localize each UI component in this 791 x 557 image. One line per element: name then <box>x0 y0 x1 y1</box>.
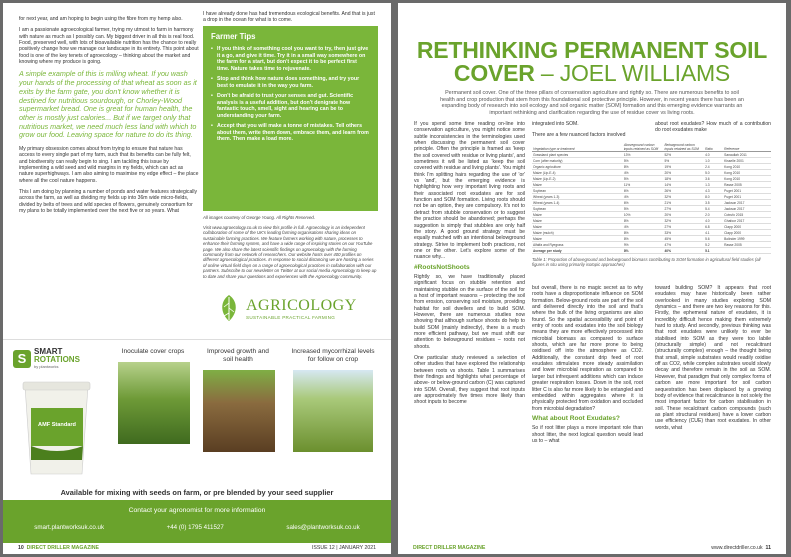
table-cell: 6% <box>623 188 664 194</box>
left-intro-para: for next year, and am hoping to begin using the fibre from my hemp also. <box>19 16 183 22</box>
table-cell: Rasse 2005 <box>723 182 771 188</box>
feature-inoculate <box>118 348 188 444</box>
table-cell: 5.0 <box>704 170 723 176</box>
table-cell: Grassland plant species <box>532 152 623 158</box>
table-cell: Wheat (years 1-3) <box>532 194 623 200</box>
farmer-tip: • If you think of something cool you want to try, then just give it a go, and give it time. Try it in a small way somewhere on the farm for a start, but don't expect it to be perfect first time. Nature takes time to rejuvenate. <box>211 46 370 72</box>
table-cell: 5% <box>623 158 664 164</box>
table-cell: 32% <box>663 194 704 200</box>
table-cell: 27% <box>663 206 704 212</box>
table-cell: 8% <box>623 248 664 254</box>
roots-vs-shoots-table <box>532 142 771 268</box>
right-page <box>398 3 786 554</box>
table-cell: Alfalfa and Ryegrass <box>532 242 623 248</box>
table-cell: Maize <box>532 236 623 242</box>
table-cell: 20% <box>663 170 704 176</box>
left-closing-para: My primary obsession comes about from trying to ensure that nature has access to every single part of my farm, such that its benefits can be fully felt, and biodiversity can really begin to sing. I am tackling this issue by implementing a wild seed and wild margins in my fields, which can act as nature superhighways. I am also aiming to maximise my edge effect – the place where all the cool nature happens. <box>19 146 199 184</box>
table-cell: Soybean <box>532 188 623 194</box>
column-3-top <box>655 121 771 134</box>
ad-phone[interactable]: +44 (0) 1795 411527 <box>166 524 224 531</box>
agricology-bio: Visit www.agroecology.co.uk to view this profile in full. Agroecology is an independent collaboration of some of the UK's leading farming organisations sharing ideas on sustainable farming practices. We feature farmers working with nature, processes to enhance their farming system, and have a wide range of inspiring stories on our YouTube page. We also share the latest scientific findings on agroecology with the farming community from our network of researchers. Our website hosts over 400 profiles on different agroecological practices. In response to social distancing we are hosting a series of online virtual field days on a range of agroecological practices in collaboration with our partners. Subscribe to our newsletter on Twitter at our social media Agroecology to keep up to date and share your questions and experiences with the Agroecology community. <box>203 225 377 279</box>
table-cell: 11% <box>623 182 664 188</box>
data-table <box>532 142 771 254</box>
table-caption: Table 1: Proportion of aboveground and belowground biomass contributing to SOM formation in agricultural field studies (all figures in situ using primarily isotopic approaches) <box>532 257 761 268</box>
farmer-tip: • Accept that you will make a tonne of mistakes. Tell others about them, write them down, embrace them, and learn from them. Then make a load more. <box>211 123 370 143</box>
table-cell: 3.6 <box>704 176 723 182</box>
column-2-para: but overall, there is no magic secret as to why roots have a disproportionate influence on SOM formation. Below-ground roots are part of the soil and delivered directly into the soil and that's where the bulk of the living organisms are also found. So the spatial accessibility and point of entry of roots and exudates into the soil biology means they are more effectively processed into microbial biomass as compared to surface shoots, which are far more prone to being oxidised off into the atmosphere as CO2. Additionally, the constant drip feed of root exudates stimulates more steady assimilation and lower microbial respiration as compared to larger but infrequent additions which can induce greater respiration losses. Down in the soil, root litter C is also far more likely to be entangled and embedded within aggregates where it is physically protected from oxidation and occluded from microbial degradation? <box>532 285 643 412</box>
agricology-wordmark: AGRICOLOGY <box>246 296 357 314</box>
table-cell: 32% <box>663 218 704 224</box>
table-cell: 45% <box>663 236 704 242</box>
table-header: Vegetation type or treatment <box>532 142 623 152</box>
table-cell: Jackson 2017 <box>723 200 771 206</box>
column-2-para: So if root litter plays a more important role than shoot litter, the next logical question would lead us to – what <box>532 425 643 444</box>
article-title <box>410 39 774 85</box>
ad-brand <box>13 348 80 369</box>
column-1-para: Rightly so, we have traditionally placed significant focus on stubble retention and maintaining stubble on the surface of the soil for a host of important reasons – protecting the soil from erosion, conserving soil moisture, providing habitat for soil dwellers and to build SOM. However, there are numerous studies now showing that although surface shoots do help to build SOM (mainly indirectly), there is a much more efficient pathway, but we must shift our attention to belowground residues – roots not shoots. <box>414 273 525 350</box>
image-credit: All images courtesy of George Young. All Rights Reserved. <box>203 215 316 220</box>
feature-label: Increased mycorrhizal levels for follow on crop <box>291 348 375 363</box>
table-cell: 6% <box>623 200 664 206</box>
table-cell: 9% <box>623 242 664 248</box>
table-cell: 5.6 <box>704 236 723 242</box>
smart-rotations-advert <box>3 339 391 542</box>
table-cell: 40% <box>663 248 704 254</box>
table-cell: 5% <box>623 206 664 212</box>
table-cell: Clapp 2000 <box>723 230 771 236</box>
article-title-text: RETHINKING PERMANENT SOIL COVER <box>416 37 768 86</box>
table-cell: Maize (Lip-E-2) <box>532 176 623 182</box>
table-cell: 8% <box>623 164 664 170</box>
table-cell: Soybean <box>532 206 623 212</box>
table-cell: Maize (mulch) <box>532 230 623 236</box>
farmer-tips-list <box>211 46 370 143</box>
column-2-para: integrated into SOM. <box>532 121 579 127</box>
right-page-number: 11 <box>765 545 771 551</box>
column-1-para: If you spend some time reading on-line into conservation agriculture, you might notice some subtle inconsistencies in the terminologies used when discussing the permanent soil cover principle. Often the principle is framed as 'keep the soil covered with residue or living plants', and sometimes it will be listed as 'keep the soil covered with residue and living plants'. You might think I'm splitting hairs regarding the use of 'or' vs 'and', but the emerging evidence is highlighting how very important living roots and their associated root exudates are for soil function and SOM formation. Living roots should not be an option, they are compulsory. It's not to detract from stubble conservation or to suggest the practice should be abandoned; perhaps the suggestion is simply that stubbles are only half the story. A good ground strategy must be equally matched with an intentional belowground strategy. Strive to implement both practices, not one or the other. Let's explore some of the nuance why... <box>414 121 525 261</box>
ad-email-link[interactable]: sales@plantworksuk.co.uk <box>286 524 360 531</box>
ad-website-link[interactable]: smart.plantworksuk.co.uk <box>34 524 105 531</box>
table-cell: 47% <box>663 242 704 248</box>
brand-s-icon: S <box>13 350 31 368</box>
table-header-row <box>532 142 771 152</box>
table-cell: 4.0 <box>704 218 723 224</box>
farmer-tip: • Don't be afraid to trust your senses and gut. Scientific analysis is a useful addition, but don't denigrate how fantastic touch, smell, sight and hearing can be to understanding your farm. <box>211 93 370 119</box>
table-cell: Maize <box>532 182 623 188</box>
left-page <box>3 3 391 554</box>
table-cell: Wheat (years 1-4) <box>532 200 623 206</box>
table-cell: 4.3 <box>704 188 723 194</box>
table-cell: Bolinder 1999 <box>723 236 771 242</box>
feature-label: Improved growth and soil health <box>207 348 269 363</box>
farmer-tips-box <box>203 26 378 211</box>
table-cell: 18% <box>663 176 704 182</box>
table-cell: Rasse 2005 <box>723 242 771 248</box>
table-cell: 5.4 <box>704 206 723 212</box>
table-cell: 8% <box>623 236 664 242</box>
table-cell: 4% <box>623 194 664 200</box>
table-cell: 52% <box>663 152 704 158</box>
column-3-para: toward building SOM? It appears that root exudates may have historically been rather overlooked in many studies exploring SOM dynamics – and there are two key reasons for this. Firstly, the ephemeral nature of exudates, it is incredibly difficult hence making them extremely hard to study. And secondly, previous thinking was that root exudates were unlikely to ever be stabilised into SOM as they were too labile (structurally simple) and not recalcitrant (structurally complex) enough – the thought being that small, simple substrates would readily oxidise off as CO2, while complex substrates would slowly decay and therefore remain in the soil as SOM. However, that paradigm that only complex forms of carbon are more important for soil carbon sequestration has been displaced by a growing body of evidence that recalcitrance is not solely the most important factor for carbon stabilisation in soil. These recalcitrant carbon compounds (such as plant structural residues) have a lower carbon use efficiency (CUE) than root exudates. In other words, what <box>655 285 771 431</box>
ad-contact-strip <box>3 500 391 543</box>
ad-contact-line: Contact your agronomist for more information <box>128 507 266 514</box>
table-cell: Cotrufo 2015 <box>723 212 771 218</box>
article-author: – JOEL WILLIAMS <box>540 60 731 86</box>
table-cell: Puget 2001 <box>723 194 771 200</box>
table-cell: Average per study <box>532 248 623 254</box>
agricology-tagline: SUSTAINABLE PRACTICAL FARMING <box>246 314 336 320</box>
table-cell: 2.0 <box>704 212 723 218</box>
table-cell: 19% <box>663 164 704 170</box>
right-footer <box>398 542 786 554</box>
pull-quote: A simple example of this is milling wheat. If you wash your hands of the processing of that wheat as soon as it exits by the farm gate, you don't know whether it is destined for nutritious sourdough, or Chorley-Wood supermarket bread. One is great for human health, the other is mostly just calories... But if we target only that nutritious market, we need much less land with which to grow our food. Leaving space for nature to do its thing. <box>19 69 197 140</box>
table-cell: 5.1 <box>704 248 723 254</box>
crop-field-photo <box>293 370 373 452</box>
column-2-para: There are a few nuanced factors involved <box>532 132 626 139</box>
table-cell: 4.1 <box>704 230 723 236</box>
column-3-para: about root exudates? How much of a contribution do root exudates make <box>655 121 771 134</box>
table-cell: Ghafoor 2017 <box>723 218 771 224</box>
left-footer <box>3 542 391 554</box>
table-header: Belowground carbon inputs retained as SOM <box>663 142 704 152</box>
table-cell: Kong 2010 <box>723 170 771 176</box>
right-website[interactable]: www.directdriller.co.uk <box>711 545 763 551</box>
table-cell: 4.0 <box>704 152 723 158</box>
ad-brand-line1: SMART <box>34 347 63 356</box>
table-cell: Sanaullah 2011 <box>723 152 771 158</box>
leaf-logo-icon <box>216 293 242 323</box>
table-cell: 8.0 <box>704 194 723 200</box>
ad-brand-sub: by plantworks <box>34 364 59 369</box>
left-magazine-name: DIRECT DRILLER MAGAZINE <box>26 545 100 551</box>
table-cell: Kong 2010 <box>723 176 771 182</box>
table-cell: 8% <box>623 218 664 224</box>
table-cell: 4% <box>623 170 664 176</box>
table-cell: 26% <box>663 188 704 194</box>
table-cell: 3.5 <box>704 200 723 206</box>
table-cell: Clapp 2000 <box>723 224 771 230</box>
table-cell: 6.8 <box>704 224 723 230</box>
table-cell: 10% <box>623 212 664 218</box>
table-cell: 4% <box>623 224 664 230</box>
column-1 <box>414 121 525 406</box>
feature-label: Inoculate cover crops <box>121 348 185 355</box>
table-cell: Kisselle 2001 <box>723 158 771 164</box>
table-cell <box>723 248 771 254</box>
table-cell: 21% <box>663 200 704 206</box>
table-cell: 2.4 <box>704 164 723 170</box>
table-cell: 8% <box>623 230 664 236</box>
product-label: AMF Standard <box>38 422 76 428</box>
column-1-para: One particular study reviewed a selection of other studies that have explored the relationship between roots vs shoots. Table 1 summarises their findings and highlights what percentage of above- or below-ground carbon (C) was captured into SOM. Overall, they suggest that root inputs are approximately five times more likely than shoot inputs to become <box>414 355 525 406</box>
table-cell: Organic agriculture <box>532 164 623 170</box>
article-standfirst: Permanent soil cover. One of the three pillars of conservation agriculture and rightly so. There are numerous benefits to soil health and crop production that stem from this foundational soil protective principle. However, in recent years there has been an expanding body of research into soil ecology and soil organic matter (SOM) formation and this emerging evidence warrants an important rethinking and clarification regarding the use of residue cover vs living roots. <box>440 90 744 116</box>
table-cell: Maize (Lip-E-4) <box>532 170 623 176</box>
table-cell: Puget 2001 <box>723 188 771 194</box>
top-right-text: I have already done has had tremendous ecological benefits. And that is just a drop in the ocean for what is to come. <box>203 11 375 24</box>
column-2-bottom <box>532 285 643 444</box>
farmer-tip: • Stop and think how nature does something, and try your best to emulate it in the way you farm. <box>211 76 370 89</box>
table-header: Reference <box>723 142 771 152</box>
table-cell: Maize <box>532 218 623 224</box>
column-3-bottom <box>655 285 771 431</box>
cover-crop-photo <box>118 362 190 444</box>
table-cell: 1.3 <box>704 182 723 188</box>
table-cell: 20% <box>663 212 704 218</box>
root-exudates-heading: What about Root Exudates? <box>532 414 620 422</box>
table-header: Ratio <box>704 142 723 152</box>
left-closing-para: This I am doing by planning a number of ponds and water features strategically across the farm, as well as dividing my fields up into 36m wide micro-fields, divided by belts of trees and wild species of flowers, genuinely consortium for my plans to be totally implemented over the next five or so years. What <box>19 189 198 215</box>
table-cell: 5% <box>663 158 704 164</box>
left-page-number: 10 <box>18 545 24 551</box>
hashtag-heading: #RootsNotShoots <box>414 263 470 271</box>
table-cell: 33% <box>663 230 704 236</box>
table-row <box>532 248 771 254</box>
left-issue: ISSUE 12 | JANUARY 2021 <box>311 545 376 551</box>
table-cell: Jackson 2017 <box>723 206 771 212</box>
farmer-tips-heading: Farmer Tips <box>211 32 256 41</box>
left-intro <box>19 16 199 219</box>
table-cell: 14% <box>663 182 704 188</box>
table-body <box>532 152 771 254</box>
roots-photo <box>203 370 275 452</box>
table-cell: Kong 2010 <box>723 164 771 170</box>
table-cell: Maize <box>532 224 623 230</box>
column-2-top <box>532 121 643 139</box>
table-cell: 5% <box>623 176 664 182</box>
agricology-logo <box>216 289 366 327</box>
right-magazine-name: DIRECT DRILLER MAGAZINE <box>413 545 486 551</box>
feature-growth <box>203 348 273 452</box>
table-cell: 5.2 <box>704 242 723 248</box>
table-cell: Corn (after maturity) <box>532 158 623 164</box>
table-cell: Maize <box>532 212 623 218</box>
table-header: Aboveground carbon inputs retained as SOM <box>623 142 664 152</box>
feature-mycorrhizal <box>287 348 379 452</box>
ad-banner: Available for mixing with seeds on farm, or pre blended by your seed supplier <box>3 486 391 500</box>
table-cell: 13% <box>623 152 664 158</box>
product-tub <box>19 378 94 478</box>
table-cell: 1.0 <box>704 158 723 164</box>
ad-brand-line2: ROTATIONS <box>34 355 80 364</box>
table-cell: 27% <box>663 224 704 230</box>
left-intro-para: I am a passionate agroecological farmer, trying my utmost to farm in harmony with nature as much as I possibly can. My biggest driver in all this is real food. Food, preserved well, with lots of bioavailable nutrition has the chance to really positively change how we manage our landscape in its entirety. This point about food is one of the key tenets of agroecology – thinking about the market and knowing where my produce is going. <box>19 27 199 66</box>
